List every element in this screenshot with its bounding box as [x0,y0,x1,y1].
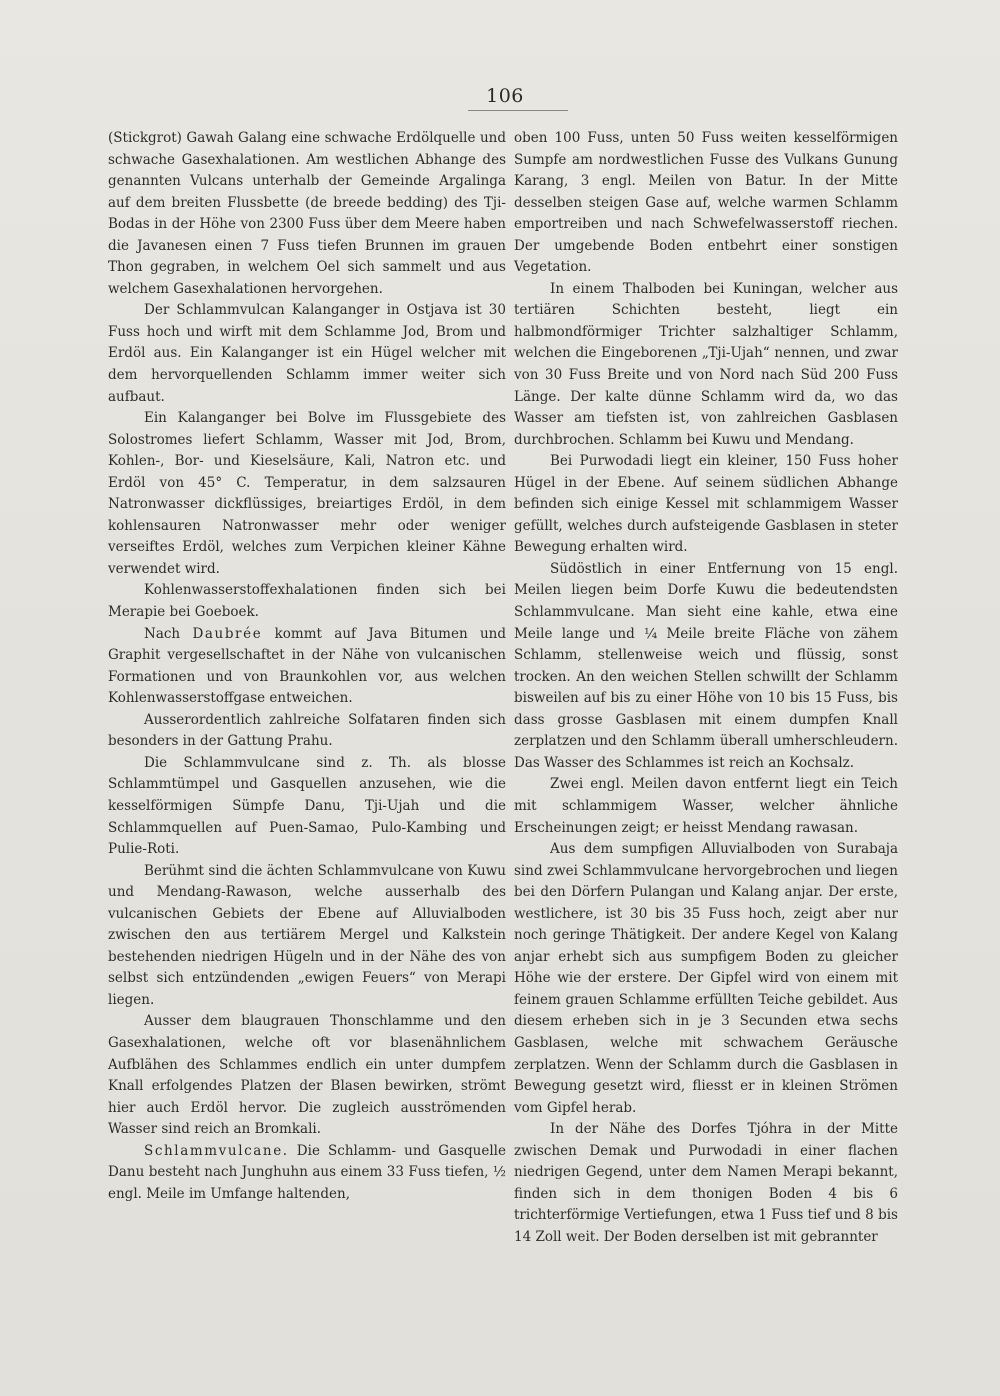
paragraph [514,279,898,451]
paragraph [108,624,506,710]
paragraph [108,128,506,300]
paragraph-text: In der Nähe des Dorfes Tjóhra in der Mitte zwischen Demak und Purwodadi in einer flachen niedrigen Gegend, unter dem Namen Merapi bekannt, finden sich in dem thonigen Boden 4 bis 6 trichterförmige Vertiefungen, etwa 1 Fuss tief und 8 bis 14 Zoll weit. Der Boden derselben ist mit gebrannter [514,1121,898,1245]
paragraph-text: In einem Thalboden bei Kuningan, welcher aus tertiären Schichten besteht, liegt ein halbmondförmiger Trichter salzhaltiger Schlamm, welchen die Eingeborenen „Tji-Ujah“ nennen, und zwar von 30 Fuss Breite und von Nord nach Süd 200 Fuss Länge. Der kalte dünne Schlamm wird da, wo das Wasser am tiefsten ist, von zahlreichen Gasblasen durchbrochen. Schlamm bei Kuwu und Mendang. [514,280,898,448]
paragraph [108,710,506,753]
paragraph-text: Der Schlammvulcan Kalanganger in Ostjava ist 30 Fuss hoch und wirft mit dem Schlamme Jod, Brom und Erdöl aus. Ein Kalanganger ist ein Hügel welcher mit dem hervorquellenden Schlamm immer weiter sich aufbaut. [108,302,506,405]
paragraph-text: Südöstlich in einer Entfernung von 15 engl. Meilen liegen beim Dorfe Kuwu die bedeutendsten Schlammvulcane. Man sieht eine kahle, etwa eine Meile lange und ¼ Meile breite Fläche von zähem Schlamm, stellenweise weich und flüssig, sonst trocken. An den weichen Stellen schwillt der Schlamm bisweilen auf bis zu einer Höhe von 10 bis 15 Fuss, bis dass grosse Gasblasen mit einem dumpfen Knall zerplatzen und den Schlamm überall umherschleudern. Das Wasser des Schlammes ist reich an Kochsalz. [514,560,898,771]
paragraph-text: Kohlenwasserstoffexhalationen finden sich bei Merapie bei Goeboek. [108,582,506,621]
page-number-rule [468,110,568,111]
paragraph-text: Ausserordentlich zahlreiche Solfataren finden sich besonders in der Gattung Prahu. [108,711,506,750]
paragraph-lead-text: Nach [144,625,193,642]
paragraph [514,559,898,774]
paragraph-text: Ein Kalanganger bei Bolve im Flussgebiete des Solostromes liefert Schlamm, Wasser mit Jod, Brom, Kohlen-, Bor- und Kieselsäure, Kali, Natron etc. und Erdöl von 45° C. Temperatur, in dem salzsauren Natronwasser dickflüssiges, breiartiges Erdöl, in dem kohlensauren Natronwasser mehr oder weniger verseiftes Erdöl, welches zum Verpichen kleiner Kähne verwendet wird. [108,410,506,577]
paragraph-text: Aus dem sumpfigen Alluvialboden von Surabaja sind zwei Schlammvulcane hervorgebrochen und liegen bei den Dörfern Pulangan und Kalang anjar. Der erste, westlichere, ist 30 bis 35 Fuss hoch, zeigt aber nur noch geringe Thätigkeit. Der andere Kegel von Kalang anjar erhebt sich aus sumpfigem Boden zu gleicher Höhe wie der erstere. Der Gipfel wird von einem mit feinem grauen Schlamme erfüllten Teiche gebildet. Aus diesem erheben sich in je 3 Secunden etwa sechs Gasblasen, welche mit schwachem Geräusche zerplatzen. Wenn der Schlamm durch die Gasblasen in Bewegung gesetzt wird, fliesst er in kleinen Strömen vom Gipfel herab. [514,841,898,1116]
paragraph [514,839,898,1119]
paragraph [514,774,898,839]
paragraph-text: Bei Purwodadi liegt ein kleiner, 150 Fuss hoher Hügel in der Ebene. Auf seinem südlichen Abhange befinden sich einige Kessel mit schlammigem Wasser gefüllt, welches durch aufsteigende Gasblasen in steter Bewegung erhalten wird. [514,453,898,556]
paragraph-text: Zwei engl. Meilen davon entfernt liegt ein Teich mit schlammigem Wasser, welcher ähnliche Erscheinungen zeigt; er heisst Mendang rawasan. [514,776,898,836]
paragraph-text: oben 100 Fuss, unten 50 Fuss weiten kesselförmigen Sumpfe am nordwestlichen Fusse des Vulkans Gunung Karang, 3 engl. Meilen von Batur. In der Mitte desselben steigen Gase auf, welche warmen Schlamm emportreiben und nach Schwefelwasserstoff riechen. Der umgebende Boden entbehrt einer sonstigen Vegetation. [514,130,898,276]
paragraph [108,408,506,580]
paragraph-text: Die Schlamm- und Gasquelle Danu besteht nach Junghuhn aus einem 33 Fuss tiefen, ½ engl. Meile im Umfange haltenden, [108,1142,506,1202]
spaced-emphasis: Schlammvulcane. [144,1142,289,1159]
paragraph [108,861,506,1012]
paragraph-text: kommt auf Java Bitumen und Graphit vergesellschaftet in der Nähe von vulcanischen Formationen und von Braunkohlen vor, aus welchen Kohlenwasserstoffgase entweichen. [108,625,506,707]
page-number: 106 [486,85,524,107]
paragraph [108,1011,506,1140]
paragraph [514,451,898,559]
right-text-column [514,128,898,1248]
paragraph-text: (Stickgrot) Gawah Galang eine schwache Erdölquelle und schwache Gasexhalationen. Am westlichen Abhange des genannten Vulcans unterhalb der Gemeinde Argalinga auf dem breiten Flussbette (de breede bedding) des Tji-Bodas in der Höhe von 2300 Fuss über dem Meere haben die Javanesen einen 7 Fuss tiefen Brunnen im grauen Thon gegraben, in welchem Oel sich sammelt und aus welchem Gasexhalationen hervorgehen. [108,130,506,297]
paragraph [514,1119,898,1248]
paragraph [108,580,506,623]
paragraph [108,753,506,861]
paragraph [514,128,898,279]
paragraph [108,1141,506,1206]
paragraph-text: Die Schlammvulcane sind z. Th. als blosse Schlammtümpel und Gasquellen anzusehen, wie die kesselförmigen Sümpfe Danu, Tji-Ujah und die Schlammquellen auf Puen-Samao, Pulo-Kambing und Pulie-Roti. [108,754,506,858]
spaced-emphasis: Daubrée [192,625,263,642]
paragraph-text: Ausser dem blaugrauen Thonschlamme und den Gasexhalationen, welche oft vor blasenähnlichem Aufblähen des Schlammes endlich ein unter dumpfem Knall erfolgendes Platzen der Blasen bewirken, strömt hier auch Erdöl hervor. Die zugleich ausströmenden Wasser sind reich an Bromkali. [108,1013,506,1138]
left-text-column [108,128,506,1205]
paragraph-text: Berühmt sind die ächten Schlammvulcane von Kuwu und Mendang-Rawason, welche ausserhalb des vulcanischen Gebiets der Ebene auf Alluvialboden zwischen den aus tertiärem Mergel und Kalkstein bestehenden niedrigen Hügeln und in der Nähe des von selbst sich entzündenden „ewigen Feuers“ von Merapi liegen. [108,862,506,1008]
paragraph [108,300,506,408]
